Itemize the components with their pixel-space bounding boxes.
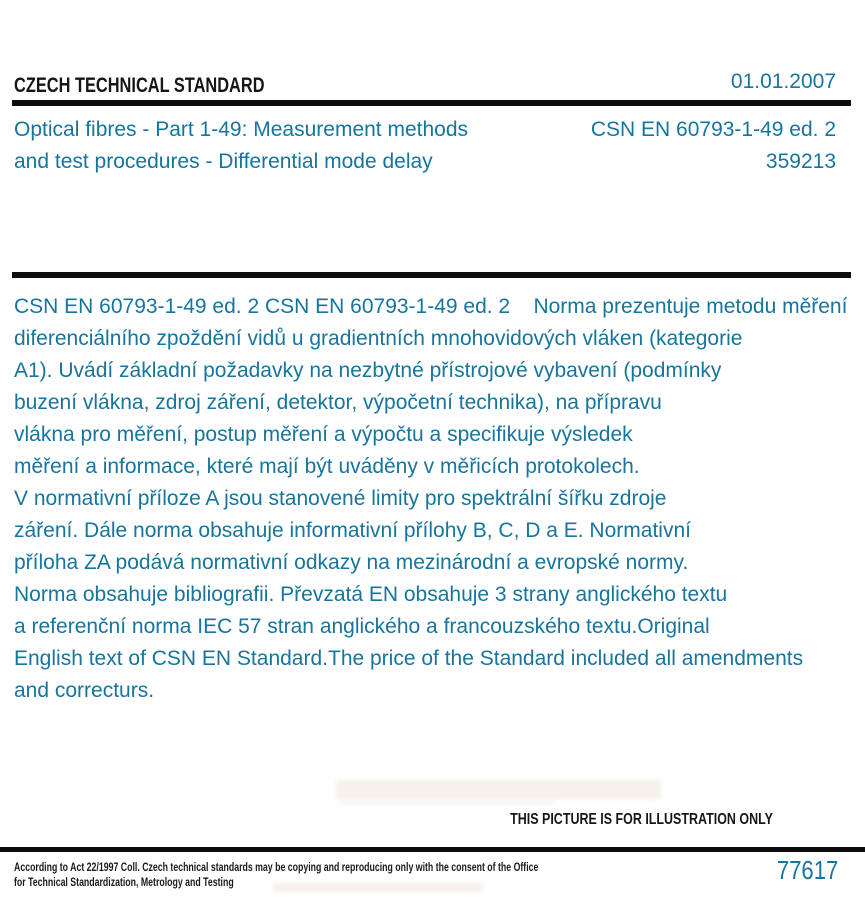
abstract-line: and correcturs.	[14, 679, 155, 702]
abstract-text	[14, 291, 865, 707]
standard-subject	[14, 114, 468, 178]
abstract-line: CSN EN 60793-1-49 ed. 2 CSN EN 60793-1-49 ed. 2 Norma prezentuje metodu měření	[14, 295, 848, 318]
footer-divider	[0, 847, 865, 852]
header-divider	[12, 100, 851, 106]
class-number: 359213	[765, 150, 836, 173]
issue-date: 01.01.2007	[730, 70, 836, 93]
abstract-line: vlákna pro měření, postup měření a výpočtu a specifikuje výsledek	[14, 423, 633, 446]
abstract-line: a referenční norma IEC 57 stran anglického a francouzského textu.Original	[14, 615, 710, 638]
copyright-legal-text	[14, 860, 538, 890]
faint-watermark	[336, 780, 661, 799]
document-number: 77617	[776, 855, 838, 885]
abstract-line: měření a informace, které mají být uváděny v měřicích protokolech.	[14, 455, 640, 478]
abstract-line: diferenciálního zpoždění vidů u gradientních mnohovidových vláken (kategorie	[14, 327, 743, 350]
illustration-notice: THIS PICTURE IS FOR ILLUSTRATION ONLY	[510, 811, 773, 828]
abstract-line: příloha ZA podává normativní odkazy na mezinárodní a evropské normy.	[14, 551, 689, 574]
subject-line: and test procedures - Differential mode delay	[14, 150, 433, 173]
legal-line: for Technical Standardization, Metrology and Testing	[14, 875, 234, 889]
subject-line: Optical fibres - Part 1-49: Measurement methods	[14, 118, 469, 141]
abstract-line: A1). Uvádí základní požadavky na nezbytné přístrojové vybavení (podmínky	[14, 359, 722, 382]
abstract-line: buzení vlákna, zdroj záření, detektor, výpočetní technika), na přípravu	[14, 391, 662, 414]
abstract-divider	[12, 272, 851, 278]
abstract-line: V normativní příloze A jsou stanovené limity pro spektrální šířku zdroje	[14, 487, 667, 510]
faint-watermark	[340, 801, 555, 804]
abstract-line: Norma obsahuje bibliografii. Převzatá EN obsahuje 3 strany anglického textu	[14, 583, 728, 606]
page-title: CZECH TECHNICAL STANDARD	[14, 74, 265, 97]
abstract-line: záření. Dále norma obsahuje informativní přílohy B, C, D a E. Normativní	[14, 519, 691, 542]
abstract-line: English text of CSN EN Standard.The price of the Standard included all amendments	[14, 647, 804, 670]
legal-line: According to Act 22/1997 Coll. Czech technical standards may be copying and reproducing only with the consent of the Office	[14, 860, 539, 874]
standard-code: CSN EN 60793-1-49 ed. 2	[590, 118, 836, 141]
standard-identifier	[591, 114, 836, 178]
